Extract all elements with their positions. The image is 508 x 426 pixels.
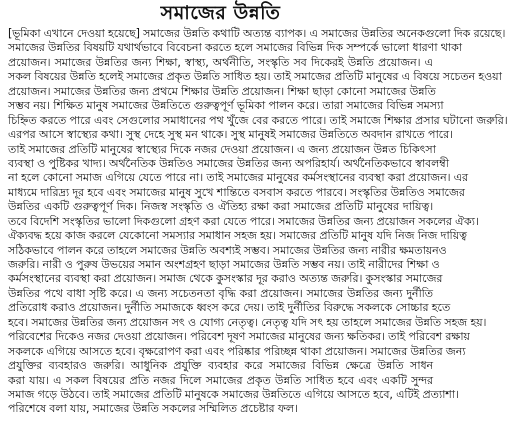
essay-line: সকল বিষয়ের উন্নতি হলেই সমাজের প্রকৃত উন্নতি সাধিত হয়। তাই সমাজের প্রতিটি মানুষের এ বিষয়ে সচেতন হওয়া [8, 70, 502, 84]
essay-line: প্রতিরোধ করাও প্রয়োজন। দুর্নীতি সমাজকে ধ্বংস করে দেয়। তাই দুর্নীতির বিরুদ্ধে সকলকে সোচ্চার হতে [8, 301, 451, 315]
essay-line: পরিশেষে বলা যায়, সমাজের উন্নতি সকলের সম্মিলিত প্রচেষ্টার ফল। [8, 402, 298, 416]
essay-line: [ভূমিকা এখানে দেওয়া হয়েছে] সমাজের উন্নতি কথাটি অত্যন্ত ব্যাপক। এ সমাজের উন্নতির অনেকগুলো দিক রয়েছে। [8, 27, 506, 40]
essay-line: সঠিকভাবে পালন করে তাহলে সমাজের উন্নতি অবশ্যই সম্ভব। সমাজের উন্নতির জন্য নারীর ক্ষমতায়নও [8, 243, 447, 257]
essay-line: ঐক্যবদ্ধ হয়ে কাজ করলে যেকোনো সমস্যার সমাধান সহজ হয়। সমাজের প্রতিটি মানুষ যদি নিজ নিজ দায়িত্ব [8, 229, 467, 243]
essay-line: মাধ্যমে দারিদ্র্য দূর হবে এবং সমাজের মানুষ সুখে শান্তিতে বসবাস করতে পারবে। সংস্কৃতির উন্নতিও সমাজের [8, 185, 465, 199]
essay-line: সম্ভব নয়। শিক্ষিত মানুষ সমাজের উন্নতিতে গুরুত্বপূর্ণ ভূমিকা পালন করে। তারা সমাজের বিভিন্ন সমস্যা [8, 99, 444, 113]
essay-line: হবে। সমাজের উন্নতির জন্য প্রয়োজন সৎ ও যোগ্য নেতৃত্ব। নেতৃত্ব যদি সৎ হয় তাহলে সমাজের উন্নতি সহজ হয়। [8, 315, 487, 329]
essay-body [8, 27, 508, 417]
essay-line: কর্মসংস্থানের ব্যবস্থা করা প্রয়োজন। সমাজ থেকে কুসংস্কার দূর করাও অত্যন্ত জরুরি। কুসংস্কার সমাজের [8, 272, 443, 286]
essay-line: প্রযুক্তির ব্যবহারও জরুরি। আধুনিক প্রযুক্তি ব্যবহার করে সমাজের বিভিন্ন ক্ষেত্রে উন্নতি সাধন [8, 359, 433, 373]
essay-title: সমাজের উন্নতি [160, 2, 281, 24]
essay-line: চিহ্নিত করতে পারে এবং সেগুলোর সমাধানের পথ খুঁজে বের করতে পারে। তাই সমাজে শিক্ষার প্রসার ঘটানো জরুরি। [8, 113, 508, 127]
essay-line: তবে বিদেশি সংস্কৃতির ভালো দিকগুলো গ্রহণ করা যেতে পারে। সমাজের উন্নতির জন্য প্রয়োজন সকলের ঐক্য। [8, 214, 479, 228]
essay-line: প্রয়োজন। সমাজের উন্নতির জন্য প্রথমে শিক্ষার উন্নতি প্রয়োজন। শিক্ষা ছাড়া কোনো সমাজের উন্নতি [8, 84, 436, 98]
essay-line: তাই সমাজের প্রতিটি মানুষের স্বাস্থ্যের দিকে নজর দেওয়া প্রয়োজন। এ জন্য প্রয়োজন উন্নত চিকিৎসা [8, 142, 436, 156]
essay-line: সমাজের উন্নতির বিষয়টি যথার্থভাবে বিবেচনা করতে হলে সমাজের বিভিন্ন দিক সম্পর্কে ভালো ধারণা থাকা [8, 41, 462, 55]
essay-line: করা যায়। এ সকল বিষয়ের প্রতি নজর দিলে সমাজের প্রকৃত উন্নতি সাধিত হবে এবং একটি সুন্দর [8, 373, 433, 387]
essay-line: উন্নতির একটি গুরুত্বপূর্ণ দিক। নিজস্ব সংস্কৃতি ও ঐতিহ্য রক্ষা করা সমাজের প্রতিটি মানুষের দায়িত্ব। [8, 200, 433, 214]
essay-line: ব্যবস্থা ও পুষ্টিকর খাদ্য। অর্থনৈতিক উন্নতিও সমাজের উন্নতির জন্য অপরিহার্য। অর্থনৈতিকভাবে স্বাবলম্বী [8, 156, 449, 170]
essay-line: সকলকে এগিয়ে আসতে হবে। বৃক্ষরোপণ করা এবং পরিষ্কার পরিচ্ছন্ন থাকা প্রয়োজন। সমাজের উন্নতির জন্য [8, 344, 466, 358]
essay-line: না হলে কোনো সমাজ এগিয়ে যেতে পারে না। তাই সমাজের মানুষের কর্মসংস্থানের ব্যবস্থা করা প্রয়োজন। এর [8, 171, 469, 185]
essay-line: পরিবেশের দিকেও নজর দেওয়া প্রয়োজন। পরিবেশ দূষণ সমাজের মানুষের জন্য ক্ষতিকর। তাই পরিবেশ রক্ষায় [8, 330, 470, 344]
essay-line: জরুরি। নারী ও পুরুষ উভয়ের সমান অংশগ্রহণ ছাড়া সমাজের উন্নতি সম্ভব নয়। তাই নারীদের শিক্ষা ও [8, 258, 440, 271]
essay-line: উন্নতির পথে বাধা সৃষ্টি করে। এ জন্য সচেতনতা বৃদ্ধি করা প্রয়োজন। সমাজের উন্নতির জন্য দুর্নীতি [8, 286, 433, 300]
essay-line: সমাজ গড়ে উঠবে। তাই সমাজের প্রতিটি মানুষকে সমাজের উন্নতিতে এগিয়ে আসতে হবে, এটিই প্রত্যাশা। [8, 387, 459, 401]
essay-line: এরপর আসে স্বাস্থ্যের কথা। সুস্থ দেহে সুস্থ মন থাকে। সুস্থ মানুষই সমাজের উন্নতিতে অবদান রাখতে পারে। [8, 128, 453, 142]
essay-line: প্রয়োজন। সমাজের উন্নতির জন্য শিক্ষা, স্বাস্থ্য, অর্থনীতি, সংস্কৃতি সব দিকেরই উন্নতি প্রয়োজন। এ [8, 55, 433, 69]
